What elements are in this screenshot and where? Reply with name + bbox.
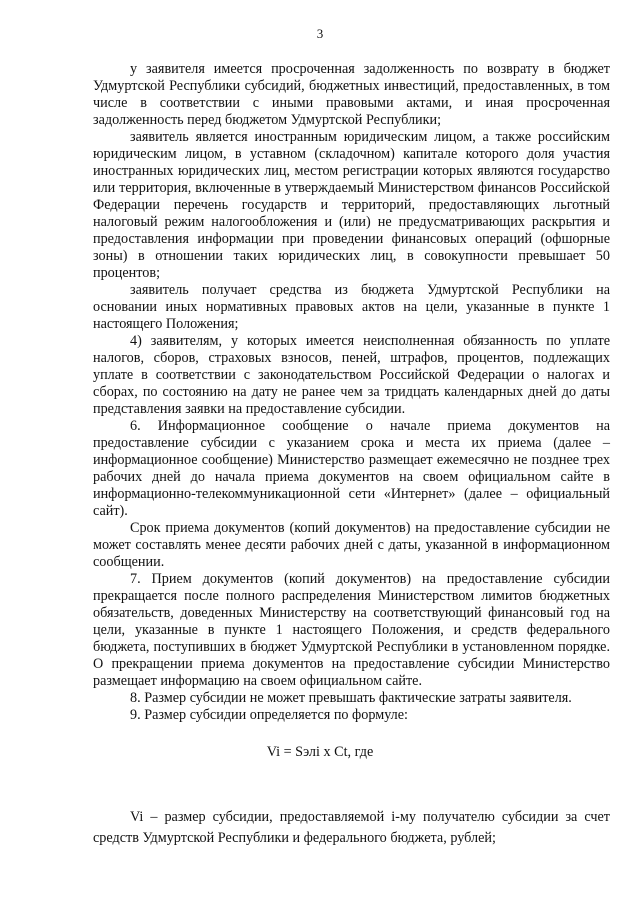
paragraph-overdue-debt: у заявителя имеется просроченная задолженность по возврату в бюджет Удмуртской Республики субсидий, бюджетных инвестиций, предоставленных, в том числе в соответствии с иными правовыми актами, и иная просроченная задолженность перед бюджетом Удмуртской Республики; [93, 61, 610, 128]
document-body [93, 61, 610, 724]
paragraph-tax-obligations: 4) заявителям, у которых имеется неисполненная обязанность по уплате налогов, сборов, страховых взносов, пеней, штрафов, процентов, подлежащих уплате в соответствии с законодательством Российской Федерации о налогах и сборах, по состоянию на дату не ранее чем за тридцать календарных дней до даты представления заявки на предоставление субсидии. [93, 333, 610, 417]
paragraph-acceptance-termination: 7. Прием документов (копий документов) на предоставление субсидии прекращается после полного распределения Министерством лимитов бюджетных обязательств, доведенных Министерству на соответствующий финансовый год на цели, указанные в пункте 1 настоящего Положения, и средств федерального бюджета, поступивших в бюджет Удмуртской Республики в установленном порядке. О прекращении приема документов на предоставление субсидии Министерство размещает информацию на своем официальном сайте. [93, 571, 610, 689]
paragraph-acceptance-period: Срок приема документов (копий документов) на предоставление субсидии не может составлять менее десяти рабочих дней с даты, указанной в информационном сообщении. [93, 520, 610, 570]
formula-definition-vi: Vi – размер субсидии, предоставляемой i-му получателю субсидии за счет средств Удмуртской Республики и федерального бюджета, рублей; [93, 809, 610, 846]
subsidy-formula: Vi = Sэлi x Ct, где [266, 744, 374, 760]
paragraph-subsidy-limit: 8. Размер субсидии не может превышать фактические затраты заявителя. [130, 690, 572, 706]
paragraph-foreign-entity: заявитель является иностранным юридическим лицом, а также российским юридическим лицом, в уставном (складочном) капитале которого доля участия иностранных юридических лиц, местом регистрации которых являются государство или территория, включенные в утверждаемый Министерством финансов Российской Федерации перечень государств и территорий, предоставляющих льготный налоговый режим налогообложения и (или) не предусматривающих раскрытия и предоставления информации при проведении финансовых операций (офшорные зоны) в отношении таких юридических лиц, в совокупности превышает 50 процентов; [93, 129, 610, 281]
formula-definition-block [93, 807, 610, 849]
page-number: 3 [316, 26, 324, 41]
paragraph-other-acts: заявитель получает средства из бюджета Удмуртской Республики на основании иных нормативных правовых актов на цели, указанные в пункте 1 настоящего Положения; [93, 282, 610, 332]
paragraph-information-notice: 6. Информационное сообщение о начале приема документов на предоставление субсидии с указанием срока и места их приема (далее – информационное сообщение) Министерство размещает ежемесячно не позднее трех рабочих дней до начала приема документов на своем официальном сайте в информационно-телекоммуникационной сети «Интернет» (далее – официальный сайт). [93, 418, 610, 519]
paragraph-subsidy-formula-intro: 9. Размер субсидии определяется по формуле: [130, 707, 408, 723]
